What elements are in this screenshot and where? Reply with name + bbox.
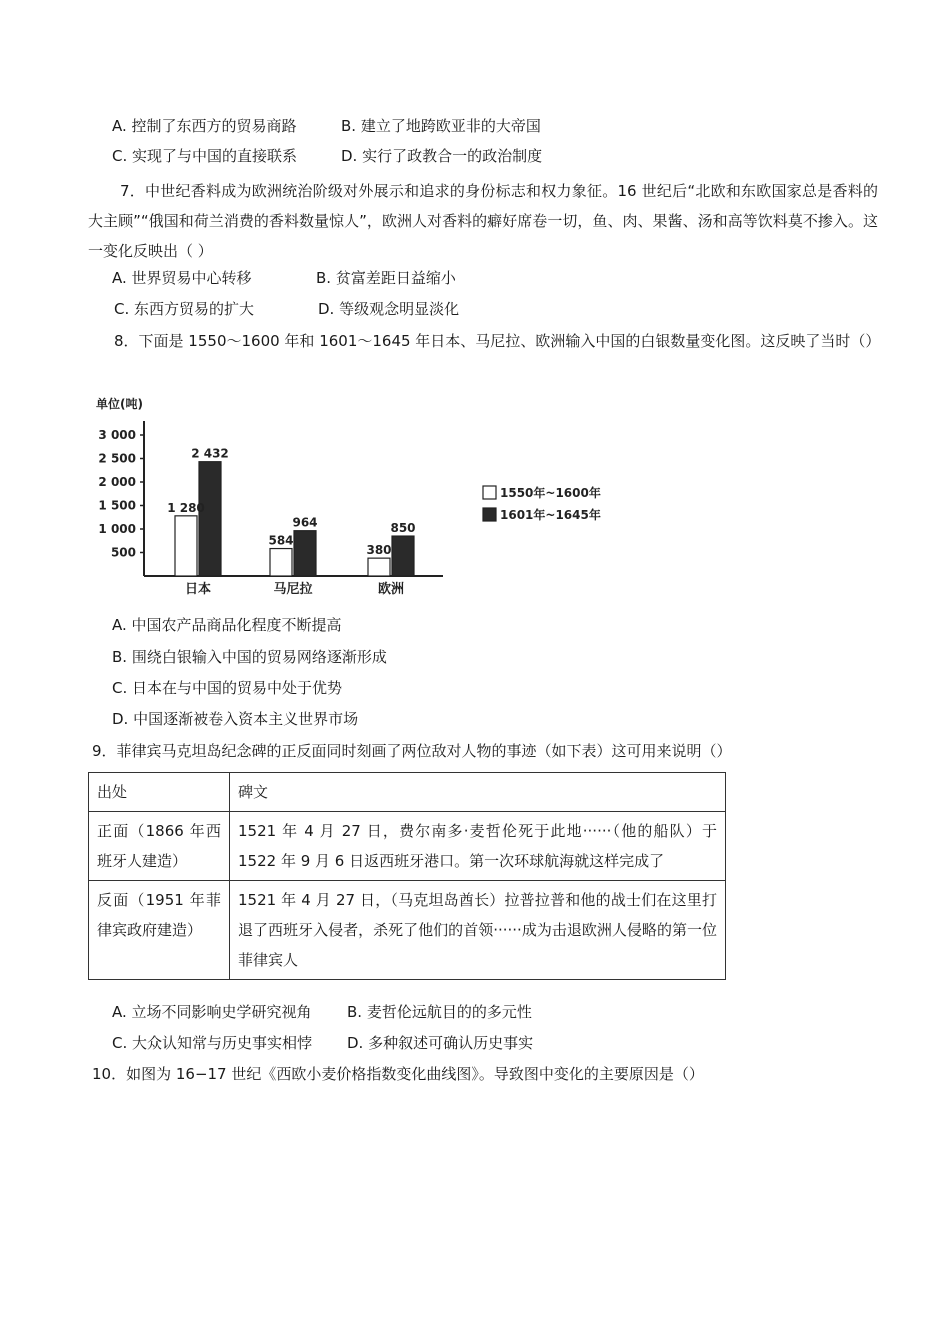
bar-early-1: [270, 549, 292, 576]
bar-value-label: 584: [268, 533, 294, 548]
bar-early-2: [368, 558, 390, 576]
q9-option-a: A. 立场不同影响史学研究视角: [112, 1003, 312, 1021]
y-tick-label: 500: [110, 545, 136, 560]
silver-import-bar-chart: [88, 393, 648, 603]
q9-option-b: B. 麦哲伦远航目的的多元性: [347, 1003, 532, 1021]
bar-late-1: [294, 531, 316, 576]
q7-option-a: A. 世界贸易中心转移: [112, 269, 252, 287]
table-cell-inscription: 1521 年 4 月 27 日，（马克坦岛酋长）拉普拉普和他的战士们在这里打退了西班牙入侵者，杀死了他们的首领······成为击退欧洲人侵略的第一位菲律宾人: [230, 881, 726, 980]
q7-option-b: B. 贫富差距日益缩小: [316, 269, 456, 287]
monument-inscription-table: [88, 772, 726, 980]
category-label: 日本: [184, 582, 212, 597]
category-label: 欧洲: [377, 582, 405, 597]
table-header-source: 出处: [89, 773, 230, 812]
q9-stem: 9．菲律宾马克坦岛纪念碑的正反面同时刻画了两位敌对人物的事迹（如下表）这可用来说明（）: [92, 742, 732, 760]
q7-stem: 7．中世纪香料成为欧洲统治阶级对外展示和追求的身份标志和权力象征。16 世纪后“北欧和东欧国家总是香料的大主顾”“俄国和荷兰消费的香料数量惊人”，欧洲人对香料的癖好席卷一切，鱼、肉、果酱、汤和高等饮料莫不掺入。这一变化反映出（ ）: [88, 182, 878, 260]
table-cell-inscription: 1521 年 4 月 27 日，费尔南多·麦哲伦死于此地······（他的船队）于 1522 年 9 月 6 日返西班牙港口。第一次环球航海就这样完成了: [230, 812, 726, 881]
legend-label: 1601年~1645年: [500, 508, 601, 522]
bar-early-0: [175, 516, 197, 576]
q9-option-d: D. 多种叙述可确认历史事实: [347, 1034, 534, 1052]
table-row: [89, 812, 726, 881]
y-tick-label: 2 500: [98, 451, 136, 466]
q8-option-c: C. 日本在与中国的贸易中处于优势: [112, 679, 343, 697]
bar-late-2: [392, 536, 414, 576]
y-tick-label: 1 500: [98, 498, 136, 513]
q8-option-a: A. 中国农产品商品化程度不断提高: [112, 616, 342, 634]
y-tick-label: 1 000: [98, 522, 136, 536]
bar-value-label: 1 280: [167, 500, 205, 515]
table-header-row: [89, 773, 726, 812]
table-cell-source: 反面（1951 年菲律宾政府建造）: [89, 881, 230, 980]
q7-option-c: C. 东西方贸易的扩大: [114, 300, 255, 318]
y-tick-label: 3 000: [98, 428, 136, 442]
bar-value-label: 964: [292, 515, 318, 530]
q6-option-c: C. 实现了与中国的直接联系: [112, 147, 298, 165]
bar-value-label: 850: [390, 521, 416, 536]
y-tick-label: 2 000: [98, 475, 136, 489]
q6-option-d: D. 实行了政教合一的政治制度: [341, 147, 543, 165]
q6-option-b: B. 建立了地跨欧亚非的大帝国: [341, 117, 541, 135]
category-label: 马尼拉: [273, 582, 313, 597]
legend-swatch: [483, 486, 496, 499]
y-axis-label: 单位(吨): [96, 397, 143, 411]
table-row: [89, 881, 726, 980]
q10-stem: 10．如图为 16−17 世纪《西欧小麦价格指数变化曲线图》。导致图中变化的主要原因是（）: [92, 1065, 704, 1083]
bar-value-label: 380: [366, 543, 392, 558]
q8-option-b: B. 围绕白银输入中国的贸易网络逐渐形成: [112, 648, 387, 666]
q6-option-a: A. 控制了东西方的贸易商路: [112, 117, 297, 135]
q7-option-d: D. 等级观念明显淡化: [318, 300, 460, 318]
table-cell-source: 正面（1866 年西班牙人建造）: [89, 812, 230, 881]
legend-label: 1550年~1600年: [500, 486, 601, 500]
q8-option-d: D. 中国逐渐被卷入资本主义世界市场: [112, 710, 359, 728]
bar-late-0: [199, 462, 221, 576]
q9-option-c: C. 大众认知常与历史事实相悖: [112, 1034, 313, 1052]
table-header-inscription: 碑文: [230, 773, 726, 812]
bar-value-label: 2 432: [191, 446, 229, 461]
legend-swatch: [483, 508, 496, 521]
q8-stem: 8．下面是 1550～1600 年和 1601～1645 年日本、马尼拉、欧洲输入中国的白银数量变化图。这反映了当时（）: [114, 332, 881, 350]
